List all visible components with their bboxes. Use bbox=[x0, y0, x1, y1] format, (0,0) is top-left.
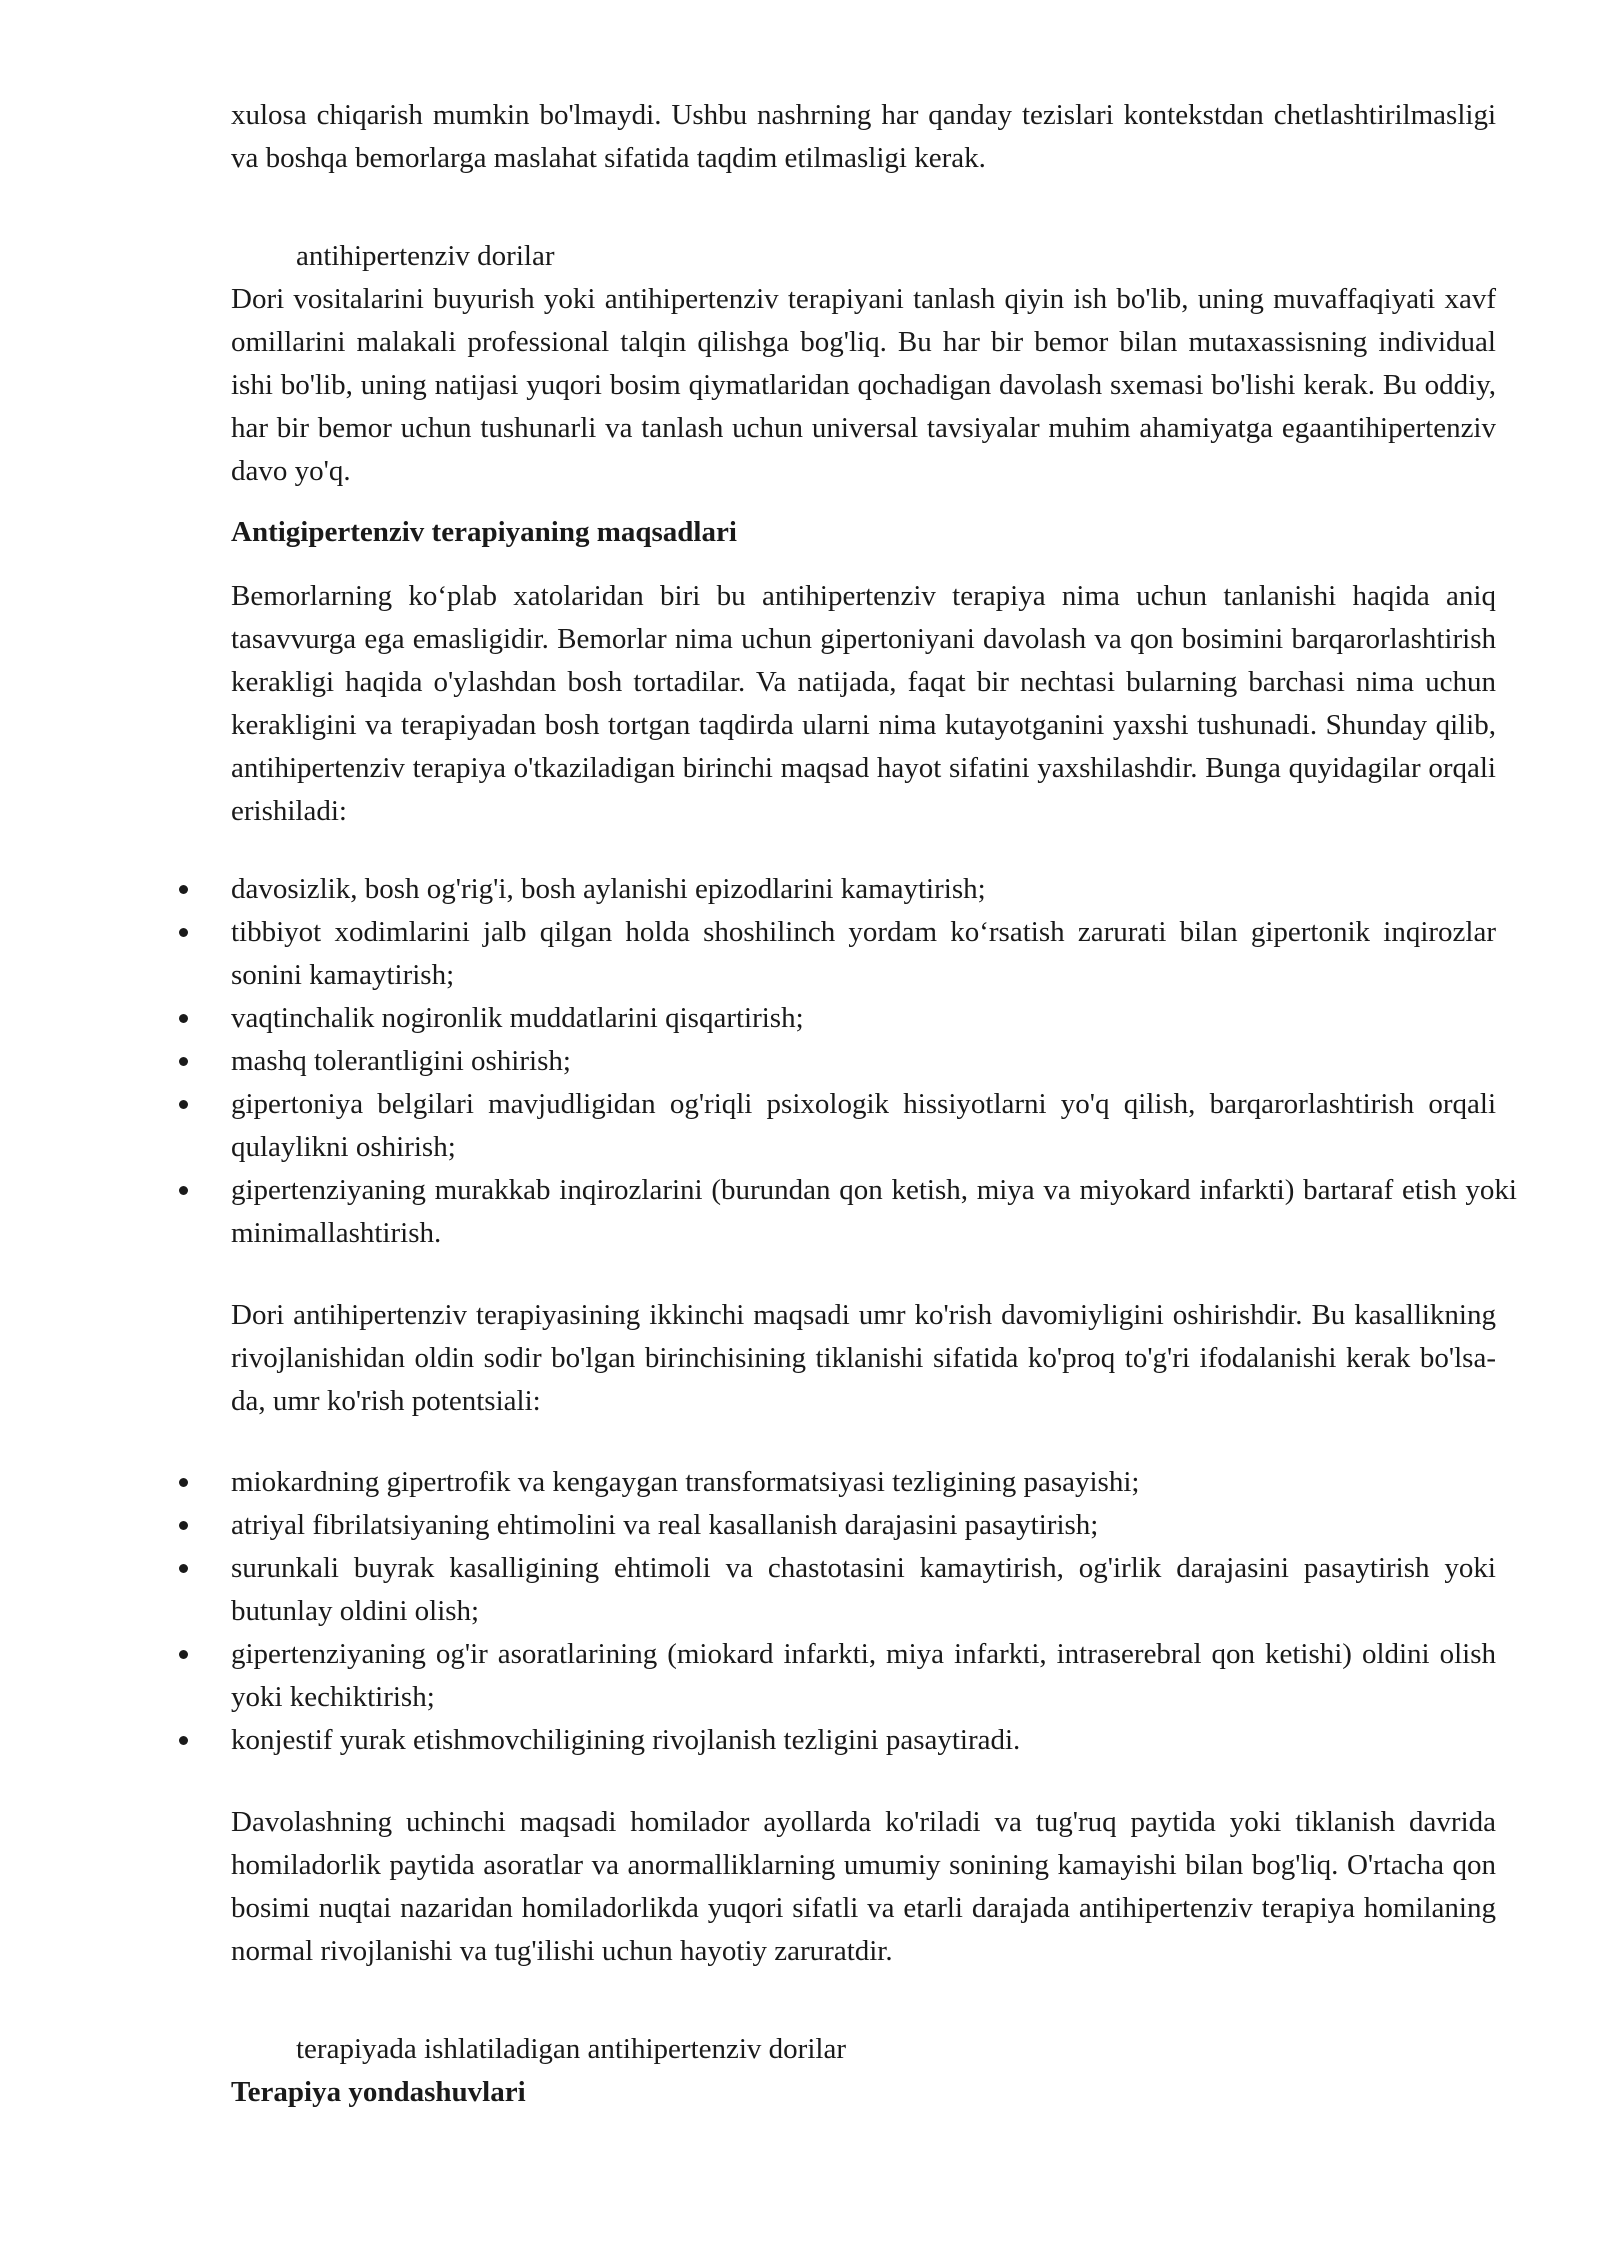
bullet-icon bbox=[179, 928, 188, 937]
section-label-antihypertensive: antihipertenziv dorilar bbox=[296, 240, 555, 272]
bullet-icon bbox=[179, 1521, 188, 1530]
list-item: gipertenziyaning murakkab inqirozlarini (burundan qon ketish, miya va miyokard infarkti) bartaraf etish yoki minimallashtirish. bbox=[231, 1169, 1517, 1255]
list-life-expectancy bbox=[231, 1461, 1496, 1762]
bullet-icon bbox=[179, 1564, 188, 1573]
bullet-icon bbox=[179, 1736, 188, 1745]
list-item: gipertoniya belgilari mavjudligidan og'riqli psixologik hissiyotlarni yo'q qilish, barqarorlashtirish orqali qulaylikni oshirish; bbox=[231, 1083, 1496, 1169]
paragraph-first-goal: Bemorlarning ko‘plab xatolaridan biri bu antihipertenziv terapiya nima uchun tanlanishi haqida aniq tasavvurga ega emasligidir. Bemorlar nima uchun gipertoniyani davolash va qon bosimini barqarorlashtirish kerakligi haqida o'ylashdan bosh tortadilar. Va natijada, faqat bir nechtasi bularning barchasi nima uchun kerakligini va terapiyadan bosh tortgan taqdirda ularni nima kutayotganini yaxshi tushunadi. Shunday qilib, antihipertenziv terapiya o'tkaziladigan birinchi maqsad hayot sifatini yaxshilashdir. Bunga quyidagilar orqali erishiladi: bbox=[231, 580, 1496, 827]
list-item: gipertenziyaning og'ir asoratlarining (miokard infarkti, miya infarkti, intraserebral qon ketishi) oldini olish yoki kechiktirish; bbox=[231, 1633, 1496, 1719]
bullet-icon bbox=[179, 1014, 188, 1023]
list-block-quality-of-life bbox=[231, 868, 1517, 1255]
paragraph-third-goal: Davolashning uchinchi maqsadi homilador ayollarda ko'riladi va tug'ruq paytida yoki tiklanish davrida homiladorlik paytida asoratlar va anormalliklarning umumiy sonining kamayishi bilan bog'liq. O'rtacha qon bosimi nuqtai nazaridan homiladorlikda yuqori sifatli va etarli darajada antihipertenziv terapiya homilaning normal rivojlanishi va tug'ilishi uchun hayotiy zaruratdir. bbox=[231, 1806, 1496, 1967]
list-item: konjestif yurak etishmovchiligining rivojlanish tezligini pasaytiradi. bbox=[231, 1719, 1496, 1762]
section-therapy-approaches bbox=[231, 2028, 1496, 2114]
section-label-drugs-in-therapy: terapiyada ishlatiladigan antihipertenziv dorilar bbox=[296, 2033, 846, 2065]
paragraph-block-second-goal bbox=[231, 1294, 1496, 1423]
bullet-icon bbox=[179, 1100, 188, 1109]
list-item: surunkali buyrak kasalligining ehtimoli va chastotasini kamaytirish, og'irlik darajasini pasaytirish yoki butunlay oldini olish; bbox=[231, 1547, 1496, 1633]
list-item: miokardning gipertrofik va kengaygan transformatsiyasi tezligining pasayishi; bbox=[231, 1461, 1496, 1504]
bullet-icon bbox=[179, 885, 188, 894]
list-item: mashq tolerantligini oshirish; bbox=[231, 1040, 1496, 1083]
list-quality-of-life bbox=[231, 868, 1517, 1255]
paragraph-prescription: Dori vositalarini buyurish yoki antihipertenziv terapiyani tanlash qiyin ish bo'lib, uning muvaffaqiyati xavf omillarini malakali professional talqin qilishga bog'liq. Bu har bir bemor bilan mutaxassisning individual ishi bo'lib, uning natijasi yuqori bosim qiymatlaridan qochadigan davolash sxemasi bo'lishi kerak. Bu oddiy, har bir bemor uchun tushunarli va tanlash uchun universal tavsiyalar muhim ahamiyatga egaantihipertenziv davo yo'q. bbox=[231, 283, 1496, 487]
bullet-icon bbox=[179, 1478, 188, 1487]
bullet-icon bbox=[179, 1186, 188, 1195]
paragraph-block-first-goal bbox=[231, 575, 1496, 833]
list-block-life-expectancy bbox=[231, 1461, 1496, 1762]
section-antihypertensive bbox=[231, 235, 1496, 493]
list-item: vaqtinchalik nogironlik muddatlarini qisqartirish; bbox=[231, 997, 1496, 1040]
paragraph-block-third-goal bbox=[231, 1801, 1496, 1973]
heading-therapy-approaches: Terapiya yondashuvlari bbox=[231, 2076, 526, 2108]
bullet-icon bbox=[179, 1650, 188, 1659]
paragraph-second-goal: Dori antihipertenziv terapiyasining ikkinchi maqsadi umr ko'rish davomiyligini oshirishdir. Bu kasallikning rivojlanishidan oldin sodir bo'lgan birinchisining tiklanishi sifatida ko'proq to'g'ri ifodalanishi kerak bo'lsa-da, umr ko'rish potentsiali: bbox=[231, 1299, 1496, 1417]
list-item: atriyal fibrilatsiyaning ehtimolini va real kasallanish darajasini pasaytirish; bbox=[231, 1504, 1496, 1547]
list-item: tibbiyot xodimlarini jalb qilgan holda shoshilinch yordam ko‘rsatish zarurati bilan gipertonik inqirozlar sonini kamaytirish; bbox=[231, 911, 1496, 997]
list-item: davosizlik, bosh og'rig'i, bosh aylanishi epizodlarini kamaytirish; bbox=[231, 868, 1496, 911]
intro-paragraph-block bbox=[231, 94, 1496, 180]
heading-therapy-goals: Antigipertenziv terapiyaning maqsadlari bbox=[231, 516, 737, 548]
bullet-icon bbox=[179, 1057, 188, 1066]
intro-paragraph: xulosa chiqarish mumkin bo'lmaydi. Ushbu nashrning har qanday tezislari kontekstdan chetlashtirilmasligi va boshqa bemorlarga maslahat sifatida taqdim etilmasligi kerak. bbox=[231, 99, 1496, 174]
heading-block-goals bbox=[231, 511, 1496, 554]
